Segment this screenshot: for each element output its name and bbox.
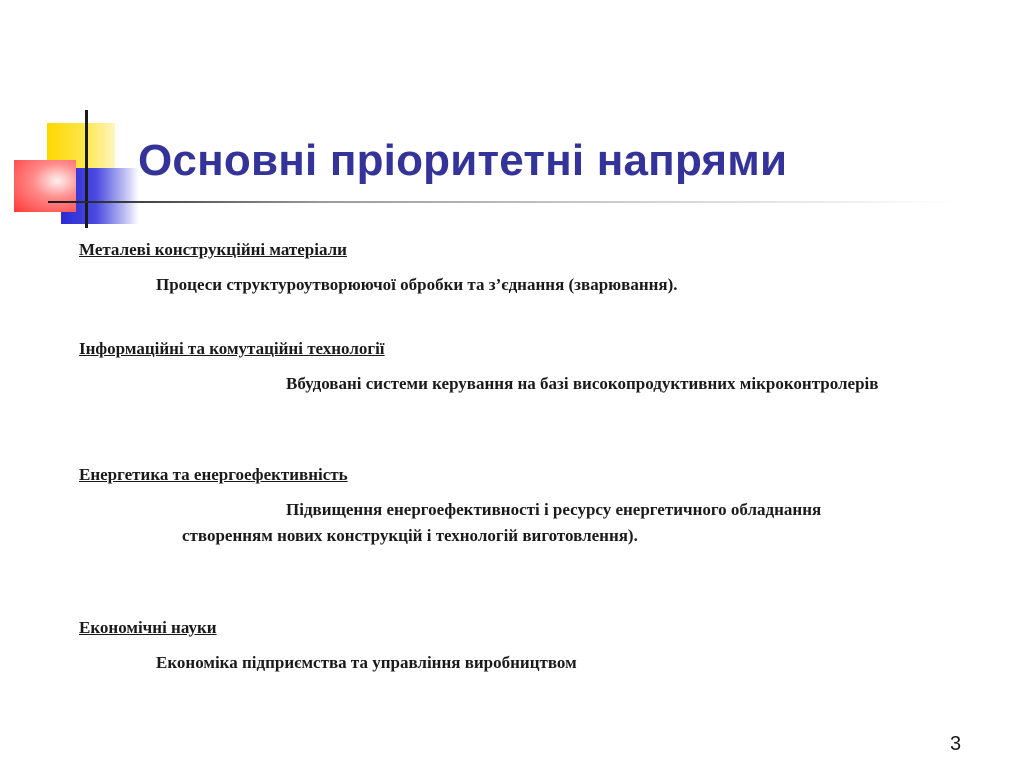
page-number: 3 — [950, 733, 962, 755]
section-heading-energy: Енергетика та енергоефективність — [79, 465, 348, 484]
section-description-energy: Підвищення енергоефективності і ресурсу енергетичного обладнання створенням нових конструкцій і технологій виготовлення). — [182, 500, 822, 545]
section-heading-it-technologies: Інформаційні та комутаційні технології — [79, 339, 385, 358]
section-description-it-technologies: Вбудовані системи керування на базі високопродуктивних мікроконтролерів — [286, 374, 879, 393]
section-heading-economics: Економічні науки — [79, 618, 217, 637]
slide-title: Основні пріоритетні напрями — [138, 136, 788, 185]
section-description-metal-materials: Процеси структуроутворюючої обробки та з’єднання (зварювання). — [156, 275, 678, 294]
section-description-economics: Економіка підприємства та управління виробництвом — [156, 653, 577, 672]
section-heading-metal-materials: Металеві конструкційні матеріали — [79, 240, 347, 259]
